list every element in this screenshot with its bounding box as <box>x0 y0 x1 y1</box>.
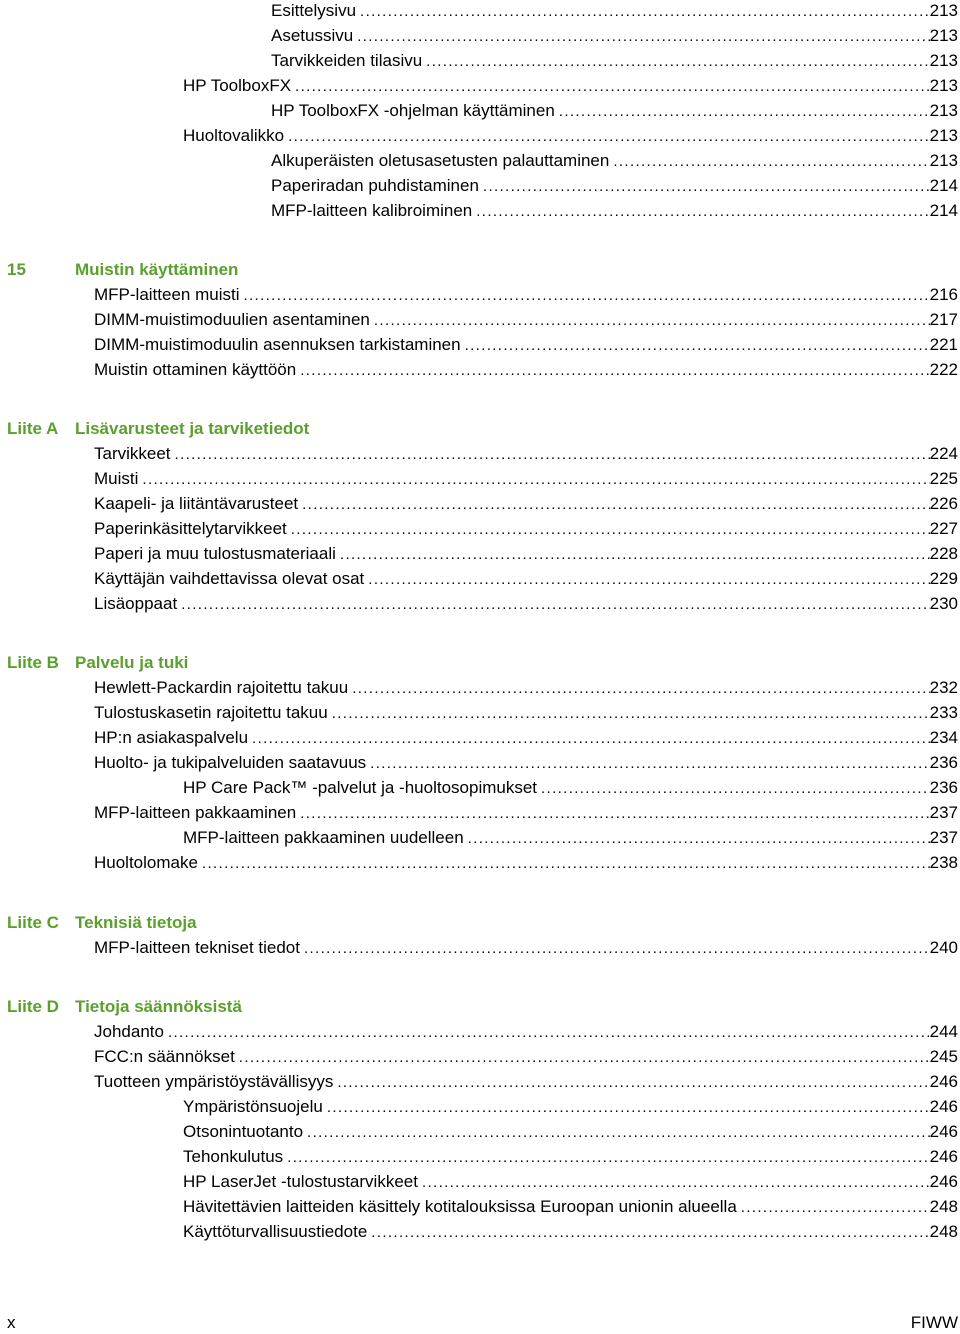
toc-entry-title: MFP-laitteen muisti <box>94 285 240 304</box>
toc-entry[interactable] <box>183 1196 958 1221</box>
toc-entry[interactable] <box>271 175 958 200</box>
toc-entry[interactable] <box>183 1121 958 1146</box>
toc-entry-page: 236 <box>929 778 958 797</box>
toc-entry-page: 237 <box>929 828 958 847</box>
toc-entry-title: Huoltovalikko <box>183 126 285 145</box>
toc-entry-page: 226 <box>929 494 958 513</box>
toc-entry[interactable] <box>183 827 958 852</box>
dot-leader <box>353 26 929 48</box>
dot-leader <box>138 469 929 491</box>
toc-entry-title: Huoltolomake <box>94 853 198 872</box>
toc-entry-title: HP LaserJet -tulostustarvikkeet <box>183 1172 418 1191</box>
appendix-title: Lisävarusteet ja tarviketiedot <box>75 419 310 438</box>
dot-leader <box>298 494 930 516</box>
toc-entry-title: Hävitettävien laitteiden käsittely kotitalouksissa Euroopan unionin alueella <box>183 1197 737 1216</box>
dot-leader <box>555 101 930 123</box>
toc-entry-page: 213 <box>929 26 958 45</box>
toc-entry[interactable] <box>94 1021 958 1046</box>
dot-leader <box>367 1222 929 1244</box>
toc-entry[interactable] <box>94 334 958 359</box>
appendix-heading[interactable] <box>7 418 309 444</box>
dot-leader <box>366 753 929 775</box>
dot-leader <box>364 569 929 591</box>
toc-entry-title: Kaapeli- ja liitäntävarusteet <box>94 494 299 513</box>
toc-entry-page: 214 <box>929 176 958 195</box>
appendix-heading[interactable] <box>7 996 242 1022</box>
toc-entry[interactable] <box>271 200 958 225</box>
dot-leader <box>537 778 930 800</box>
toc-entry-page: 248 <box>929 1197 958 1216</box>
toc-entry-title: Hewlett-Packardin rajoitettu takuu <box>94 678 349 697</box>
appendix-title: Palvelu ja tuki <box>75 653 189 672</box>
toc-entry-title: Johdanto <box>94 1022 164 1041</box>
dot-leader <box>198 853 930 875</box>
toc-entry[interactable] <box>271 50 958 75</box>
toc-entry-title: MFP-laitteen pakkaaminen <box>94 803 297 822</box>
toc-entry-title: Paperi ja muu tulostusmateriaali <box>94 544 336 563</box>
toc-entry-title: Tehonkulutus <box>183 1147 284 1166</box>
toc-entry-page: 246 <box>929 1122 958 1141</box>
dot-leader <box>283 1147 929 1169</box>
dot-leader <box>164 1022 930 1044</box>
page-number: x <box>7 1313 16 1332</box>
toc-entry-page: 216 <box>929 285 958 304</box>
toc-entry[interactable] <box>183 125 958 150</box>
toc-entry-title: Huolto- ja tukipalveluiden saatavuus <box>94 753 367 772</box>
toc-entry-title: Esittelysivu <box>271 1 357 20</box>
appendix-number: Liite A <box>7 419 59 438</box>
toc-entry[interactable] <box>94 443 958 468</box>
dot-leader <box>239 285 929 307</box>
dot-leader <box>737 1197 930 1219</box>
appendix-number: Liite B <box>7 653 59 672</box>
toc-entry-title: HP Care Pack™ -palvelut ja -huoltosopimukset <box>183 778 538 797</box>
dot-leader <box>171 444 930 466</box>
toc-entry-title: DIMM-muistimoduulien asentaminen <box>94 310 370 329</box>
appendix-number: Liite D <box>7 997 59 1016</box>
toc-entry[interactable] <box>94 468 958 493</box>
dot-leader <box>348 678 929 700</box>
toc-entry-page: 213 <box>929 151 958 170</box>
toc-entry-page: 217 <box>929 310 958 329</box>
toc-entry-page: 221 <box>929 335 958 354</box>
toc-entry-title: Tarvikkeet <box>94 444 171 463</box>
dot-leader <box>300 938 930 960</box>
toc-entry[interactable] <box>183 777 958 802</box>
toc-entry[interactable] <box>94 727 958 752</box>
toc-entry[interactable] <box>94 518 958 543</box>
toc-entry-page: 246 <box>929 1172 958 1191</box>
toc-entry-title: FCC:n säännökset <box>94 1047 235 1066</box>
appendix-heading[interactable] <box>7 652 188 678</box>
dot-leader <box>323 1097 930 1119</box>
toc-entry-title: Käyttöturvallisuustiedote <box>183 1222 368 1241</box>
toc-entry-page: 236 <box>929 753 958 772</box>
toc-entry-page: 238 <box>929 853 958 872</box>
toc-entry-title: Muistin ottaminen käyttöön <box>94 360 297 379</box>
toc-entry[interactable] <box>271 150 958 175</box>
toc-entry-title: Alkuperäisten oletusasetusten palauttaminen <box>271 151 610 170</box>
toc-entry-page: 214 <box>929 201 958 220</box>
toc-entry[interactable] <box>94 359 958 384</box>
dot-leader <box>235 1047 930 1069</box>
toc-entry[interactable] <box>94 702 958 727</box>
toc-entry-page: 245 <box>929 1047 958 1066</box>
dot-leader <box>336 544 930 566</box>
toc-entry-page: 213 <box>929 1 958 20</box>
dot-leader <box>284 126 930 148</box>
toc-entry-title: Otsonintuotanto <box>183 1122 304 1141</box>
toc-entry-page: 225 <box>929 469 958 488</box>
toc-entry[interactable] <box>94 802 958 827</box>
toc-entry-page: 230 <box>929 594 958 613</box>
toc-entry[interactable] <box>183 1171 958 1196</box>
toc-entry-title: Tuotteen ympäristöystävällisyys <box>94 1072 334 1091</box>
toc-entry-page: 237 <box>929 803 958 822</box>
dot-leader <box>418 1172 930 1194</box>
dot-leader <box>296 360 929 382</box>
toc-entry[interactable] <box>271 100 958 125</box>
toc-entry-page: 229 <box>929 569 958 588</box>
toc-entry-page: 213 <box>929 126 958 145</box>
toc-entry-title: MFP-laitteen kalibroiminen <box>271 201 473 220</box>
toc-entry[interactable] <box>94 752 958 777</box>
toc-entry[interactable] <box>94 593 958 618</box>
toc-entry-page: 213 <box>929 76 958 95</box>
appendix-heading[interactable] <box>7 912 197 938</box>
dot-leader <box>328 703 930 725</box>
toc-entry[interactable] <box>183 1096 958 1121</box>
dot-leader <box>422 51 929 73</box>
locale-code: FIWW <box>910 1313 958 1332</box>
toc-entry-page: 227 <box>929 519 958 538</box>
dot-leader <box>472 201 929 223</box>
toc-entry-title: Tulostuskasetin rajoitettu takuu <box>94 703 328 722</box>
toc-entry[interactable] <box>94 543 958 568</box>
toc-entry-page: 248 <box>929 1222 958 1241</box>
toc-entry-title: DIMM-muistimoduulin asennuksen tarkistaminen <box>94 335 461 354</box>
dot-leader <box>370 310 930 332</box>
dot-leader <box>291 76 930 98</box>
toc-entry-title: Tarvikkeiden tilasivu <box>271 51 423 70</box>
dot-leader <box>333 1072 929 1094</box>
toc-entry[interactable] <box>94 493 958 518</box>
toc-entry[interactable] <box>94 852 958 877</box>
toc-entry-page: 213 <box>929 101 958 120</box>
toc-entry-page: 232 <box>929 678 958 697</box>
chapter-number: 15 <box>7 260 26 279</box>
toc-entry-page: 228 <box>929 544 958 563</box>
dot-leader <box>464 828 930 850</box>
toc-entry-page: 222 <box>929 360 958 379</box>
dot-leader <box>479 176 930 198</box>
chapter-heading[interactable] <box>7 259 238 285</box>
toc-entry-title: HP ToolboxFX <box>183 76 292 95</box>
toc-entry-title: Ympäristönsuojelu <box>183 1097 323 1116</box>
toc-entry[interactable] <box>94 1046 958 1071</box>
dot-leader <box>356 1 930 23</box>
toc-entry[interactable] <box>183 1146 958 1171</box>
toc-entry-title: HP:n asiakaspalvelu <box>94 728 249 747</box>
dot-leader <box>461 335 930 357</box>
toc-entry-title: MFP-laitteen tekniset tiedot <box>94 938 300 957</box>
dot-leader <box>287 519 930 541</box>
toc-entry-title: Muisti <box>94 469 139 488</box>
toc-entry[interactable] <box>183 1221 958 1246</box>
toc-entry-title: Paperiradan puhdistaminen <box>271 176 479 195</box>
dot-leader <box>248 728 930 750</box>
dot-leader <box>303 1122 930 1144</box>
toc-entry-page: 244 <box>929 1022 958 1041</box>
toc-entry-page: 224 <box>929 444 958 463</box>
appendix-title: Teknisiä tietoja <box>75 913 197 932</box>
toc-entry[interactable] <box>94 677 958 702</box>
toc-entry-title: Käyttäjän vaihdettavissa olevat osat <box>94 569 365 588</box>
toc-entry-page: 240 <box>929 938 958 957</box>
toc-entry-title: HP ToolboxFX -ohjelman käyttäminen <box>271 101 555 120</box>
toc-entry-title: Lisäoppaat <box>94 594 178 613</box>
toc-entry[interactable] <box>94 937 958 962</box>
toc-entry[interactable] <box>94 568 958 593</box>
toc-entry[interactable] <box>271 25 958 50</box>
chapter-title: Muistin käyttäminen <box>75 260 239 279</box>
toc-entry[interactable] <box>94 284 958 309</box>
toc-entry-page: 234 <box>929 728 958 747</box>
toc-entry[interactable] <box>271 0 958 25</box>
toc-entry-page: 246 <box>929 1072 958 1091</box>
dot-leader <box>177 594 929 616</box>
toc-entry-page: 246 <box>929 1097 958 1116</box>
toc-entry[interactable] <box>94 309 958 334</box>
toc-entry-page: 233 <box>929 703 958 722</box>
toc-entry-page: 246 <box>929 1147 958 1166</box>
toc-entry-title: MFP-laitteen pakkaaminen uudelleen <box>183 828 464 847</box>
toc-entry-title: Asetussivu <box>271 26 354 45</box>
dot-leader <box>296 803 929 825</box>
appendix-title: Tietoja säännöksistä <box>75 997 242 1016</box>
toc-entry-title: Paperinkäsittelytarvikkeet <box>94 519 287 538</box>
toc-entry-page: 213 <box>929 51 958 70</box>
dot-leader <box>609 151 929 173</box>
appendix-number: Liite C <box>7 913 59 932</box>
toc-entry[interactable] <box>183 75 958 100</box>
toc-entry[interactable] <box>94 1071 958 1096</box>
